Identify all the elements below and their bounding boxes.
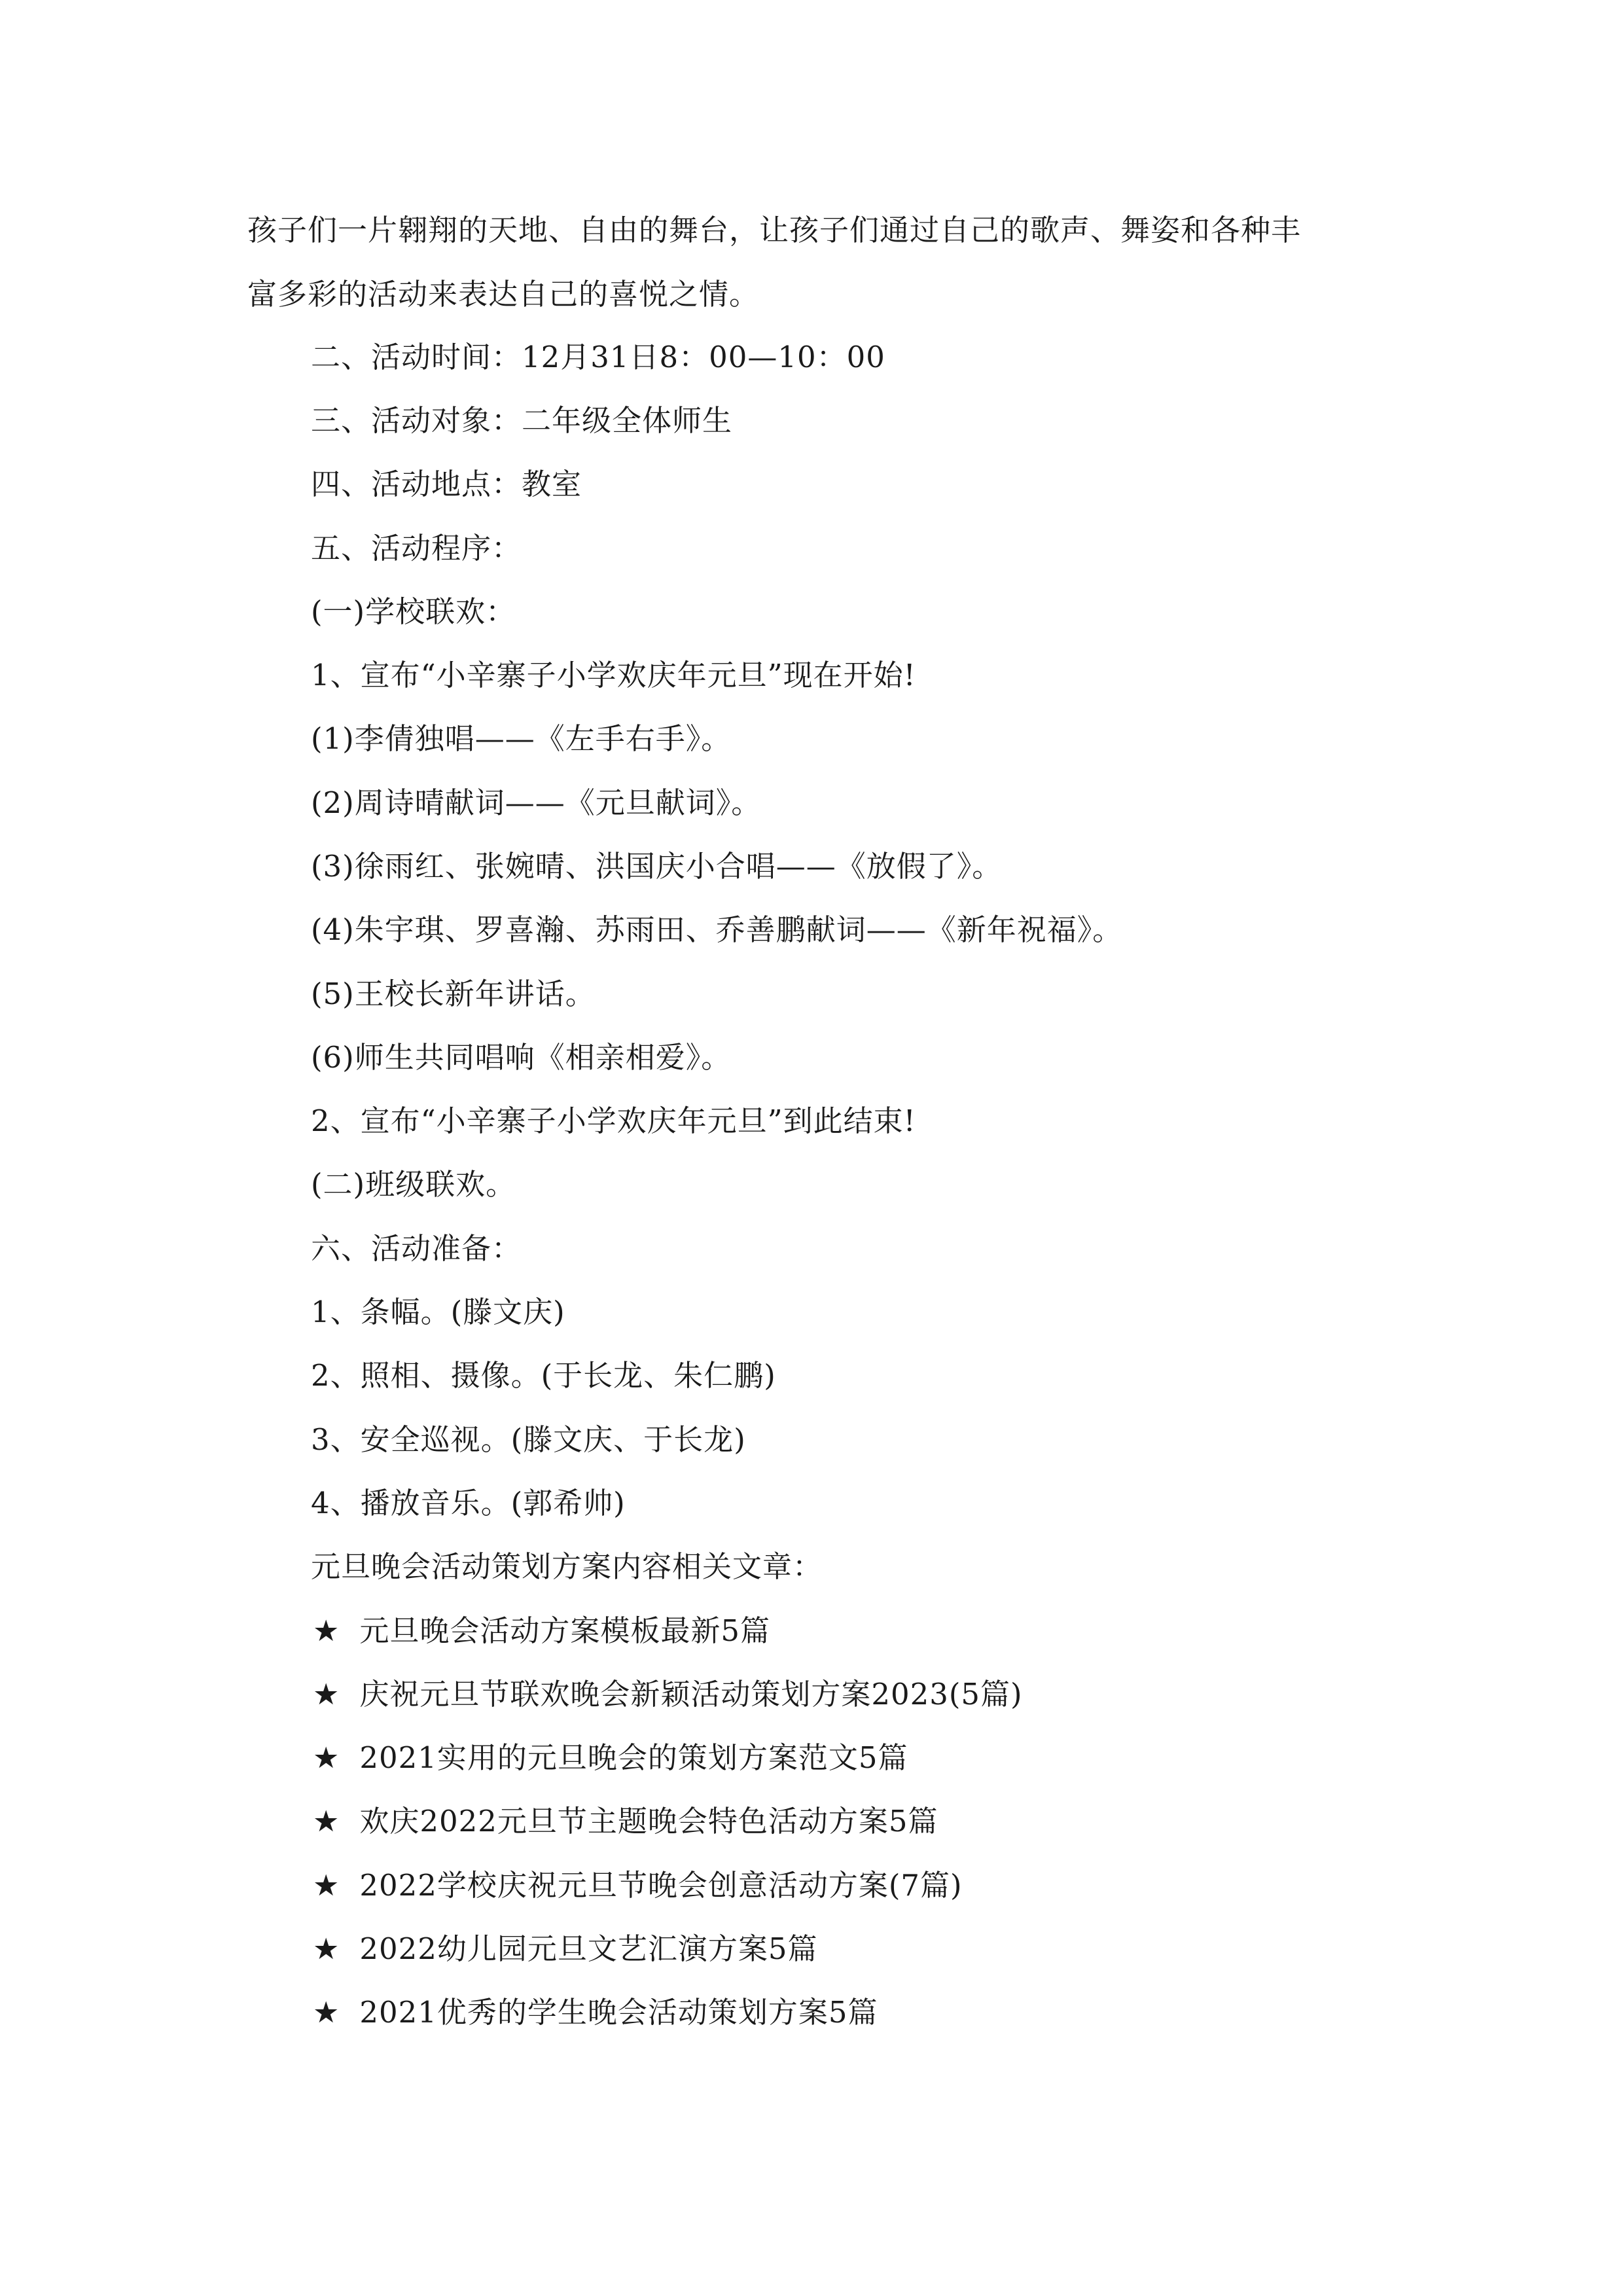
related-article-link[interactable]	[313, 1802, 938, 1841]
related-article-title: 欢庆2022元旦节主题晚会特色活动方案5篇	[359, 1804, 938, 1839]
program-item: (1)李倩独唱——《左手右手》。	[311, 721, 732, 756]
related-article-link[interactable]	[313, 1866, 963, 1905]
star-icon: ★	[313, 1804, 340, 1839]
program-item: (2)周诗晴献词——《元旦献词》。	[311, 785, 762, 820]
related-article-link[interactable]	[313, 1611, 770, 1651]
related-articles-heading: 元旦晚会活动策划方案内容相关文章：	[311, 1549, 823, 1584]
preparation-item: 4、播放音乐。(郭希帅)	[311, 1486, 626, 1520]
preparation-item: 1、条幅。(滕文庆)	[311, 1295, 565, 1329]
intro-line: 富多彩的活动来表达自己的喜悦之情。	[247, 277, 760, 312]
related-article-title: 2022幼儿园元旦文艺汇演方案5篇	[359, 1931, 818, 1966]
star-icon: ★	[313, 1868, 340, 1903]
related-article-link[interactable]	[313, 1738, 908, 1778]
program-item: 2、宣布“小辛寨子小学欢庆年元旦”到此结束!	[311, 1103, 916, 1138]
section-activity-program: 五、活动程序：	[311, 531, 522, 565]
section-activity-location: 四、活动地点：教室	[311, 467, 582, 501]
preparation-item: 2、照相、摄像。(于长龙、朱仁鹏)	[311, 1358, 776, 1393]
related-article-title: 2022学校庆祝元旦节晚会创意活动方案(7篇)	[359, 1868, 963, 1903]
program-item: (5)王校长新年讲话。	[311, 977, 596, 1011]
star-icon: ★	[313, 1740, 340, 1775]
related-article-title: 2021实用的元旦晚会的策划方案范文5篇	[359, 1740, 908, 1775]
related-article-title: 元旦晚会活动方案模板最新5篇	[359, 1613, 770, 1648]
program-item: (6)师生共同唱响《相亲相爱》。	[311, 1040, 732, 1075]
section-activity-target: 三、活动对象：二年级全体师生	[311, 403, 733, 438]
related-article-link[interactable]	[313, 1675, 1023, 1714]
subsection-class-party: (二)班级联欢。	[311, 1167, 516, 1202]
subsection-school-party: (一)学校联欢：	[311, 594, 516, 629]
program-item: (4)朱宇琪、罗喜瀚、苏雨田、乔善鹏献词——《新年祝福》。	[311, 912, 1123, 947]
intro-line: 孩子们一片翱翔的天地、自由的舞台，让孩子们通过自己的歌声、舞姿和各种丰	[247, 213, 1302, 247]
related-article-link[interactable]	[313, 1929, 818, 1969]
related-article-title: 2021优秀的学生晚会活动策划方案5篇	[359, 1995, 878, 2030]
star-icon: ★	[313, 1677, 340, 1712]
related-article-link[interactable]	[313, 1993, 878, 2032]
star-icon: ★	[313, 1995, 340, 2030]
preparation-item: 3、安全巡视。(滕文庆、于长龙)	[311, 1422, 746, 1457]
section-activity-time: 二、活动时间：12月31日8：00—10：00	[311, 340, 885, 374]
section-activity-preparation: 六、活动准备：	[311, 1231, 522, 1266]
star-icon: ★	[313, 1931, 340, 1966]
program-item: 1、宣布“小辛寨子小学欢庆年元旦”现在开始!	[311, 658, 916, 692]
star-icon: ★	[313, 1613, 340, 1648]
related-article-title: 庆祝元旦节联欢晚会新颖活动策划方案2023(5篇)	[359, 1677, 1023, 1712]
program-item: (3)徐雨红、张婉晴、洪国庆小合唱——《放假了》。	[311, 849, 1003, 884]
